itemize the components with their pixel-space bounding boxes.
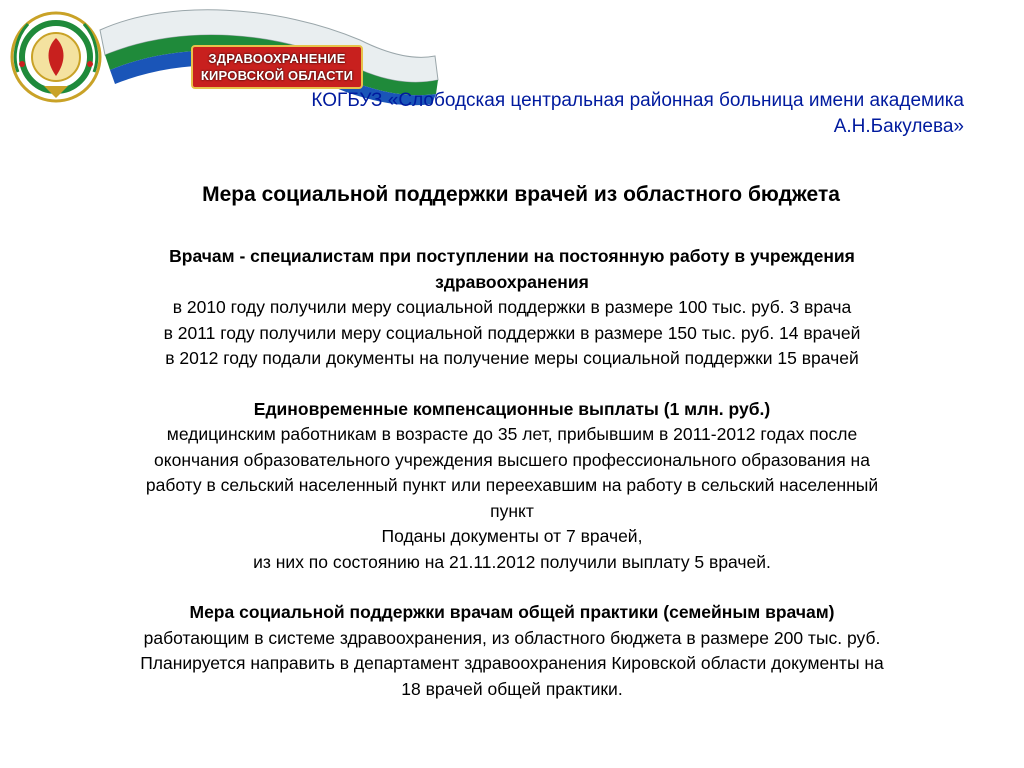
org-line-2: А.Н.Бакулева» bbox=[833, 116, 964, 137]
section2-line-1: медицинским работникам в возрасте до 35 лет, прибывшим в 2011-2012 годах после bbox=[166, 424, 858, 444]
section3-line-1: работающим в системе здравоохранения, из областного бюджета в размере 200 тыс. руб. bbox=[143, 627, 881, 648]
section2-heading: Единовременные компенсационные выплаты (1 млн. руб.) bbox=[253, 398, 771, 419]
section2-line-3: работу в сельский населенный пункт или переехавшим на работу в сельский населенный bbox=[145, 475, 879, 495]
section3-line-3: 18 врачей общей практики. bbox=[401, 678, 623, 699]
section2-line-2: окончания образовательного учреждения высшего профессионального образования на bbox=[154, 449, 870, 470]
section2-line-5: Поданы документы от 7 врачей, bbox=[381, 526, 643, 546]
section3-line-2: Планируется направить в департамент здравоохранения Кировской области документы на bbox=[140, 653, 884, 673]
spacer bbox=[16, 575, 1008, 600]
ribbon-line-2: КИРОВСКОЙ ОБЛАСТИ bbox=[200, 68, 354, 83]
section1-line-2: в 2011 году получили меру социальной поддержки в размере 150 тыс. руб. 14 врачей bbox=[163, 322, 861, 343]
section1-heading-2: здравоохранения bbox=[435, 271, 589, 292]
section2-line-4: пункт bbox=[490, 500, 534, 521]
section1-line-3: в 2012 году подали документы на получение меры социальной поддержки 15 врачей bbox=[165, 348, 859, 368]
ribbon-label bbox=[197, 50, 357, 84]
organization-name bbox=[144, 88, 964, 140]
main-content bbox=[16, 244, 1008, 702]
ribbon-line-1: ЗДРАВООХРАНЕНИЕ bbox=[208, 51, 346, 66]
section2-line-6: из них по состоянию на 21.11.2012 получили выплату 5 врачей. bbox=[253, 551, 771, 572]
section3-heading: Мера социальной поддержки врачам общей практики (семейным врачам) bbox=[189, 602, 835, 622]
org-line-1: КОГБУЗ «Слободская центральная районная больница имени академика bbox=[311, 90, 964, 111]
spacer bbox=[16, 372, 1008, 397]
page-title: Мера социальной поддержки врачей из областного бюджета bbox=[202, 183, 840, 206]
section1-line-1: в 2010 году получили меру социальной поддержки в размере 100 тыс. руб. 3 врача bbox=[172, 297, 852, 317]
section1-heading-1: Врачам - специалистам при поступлении на постоянную работу в учреждения bbox=[169, 246, 855, 266]
